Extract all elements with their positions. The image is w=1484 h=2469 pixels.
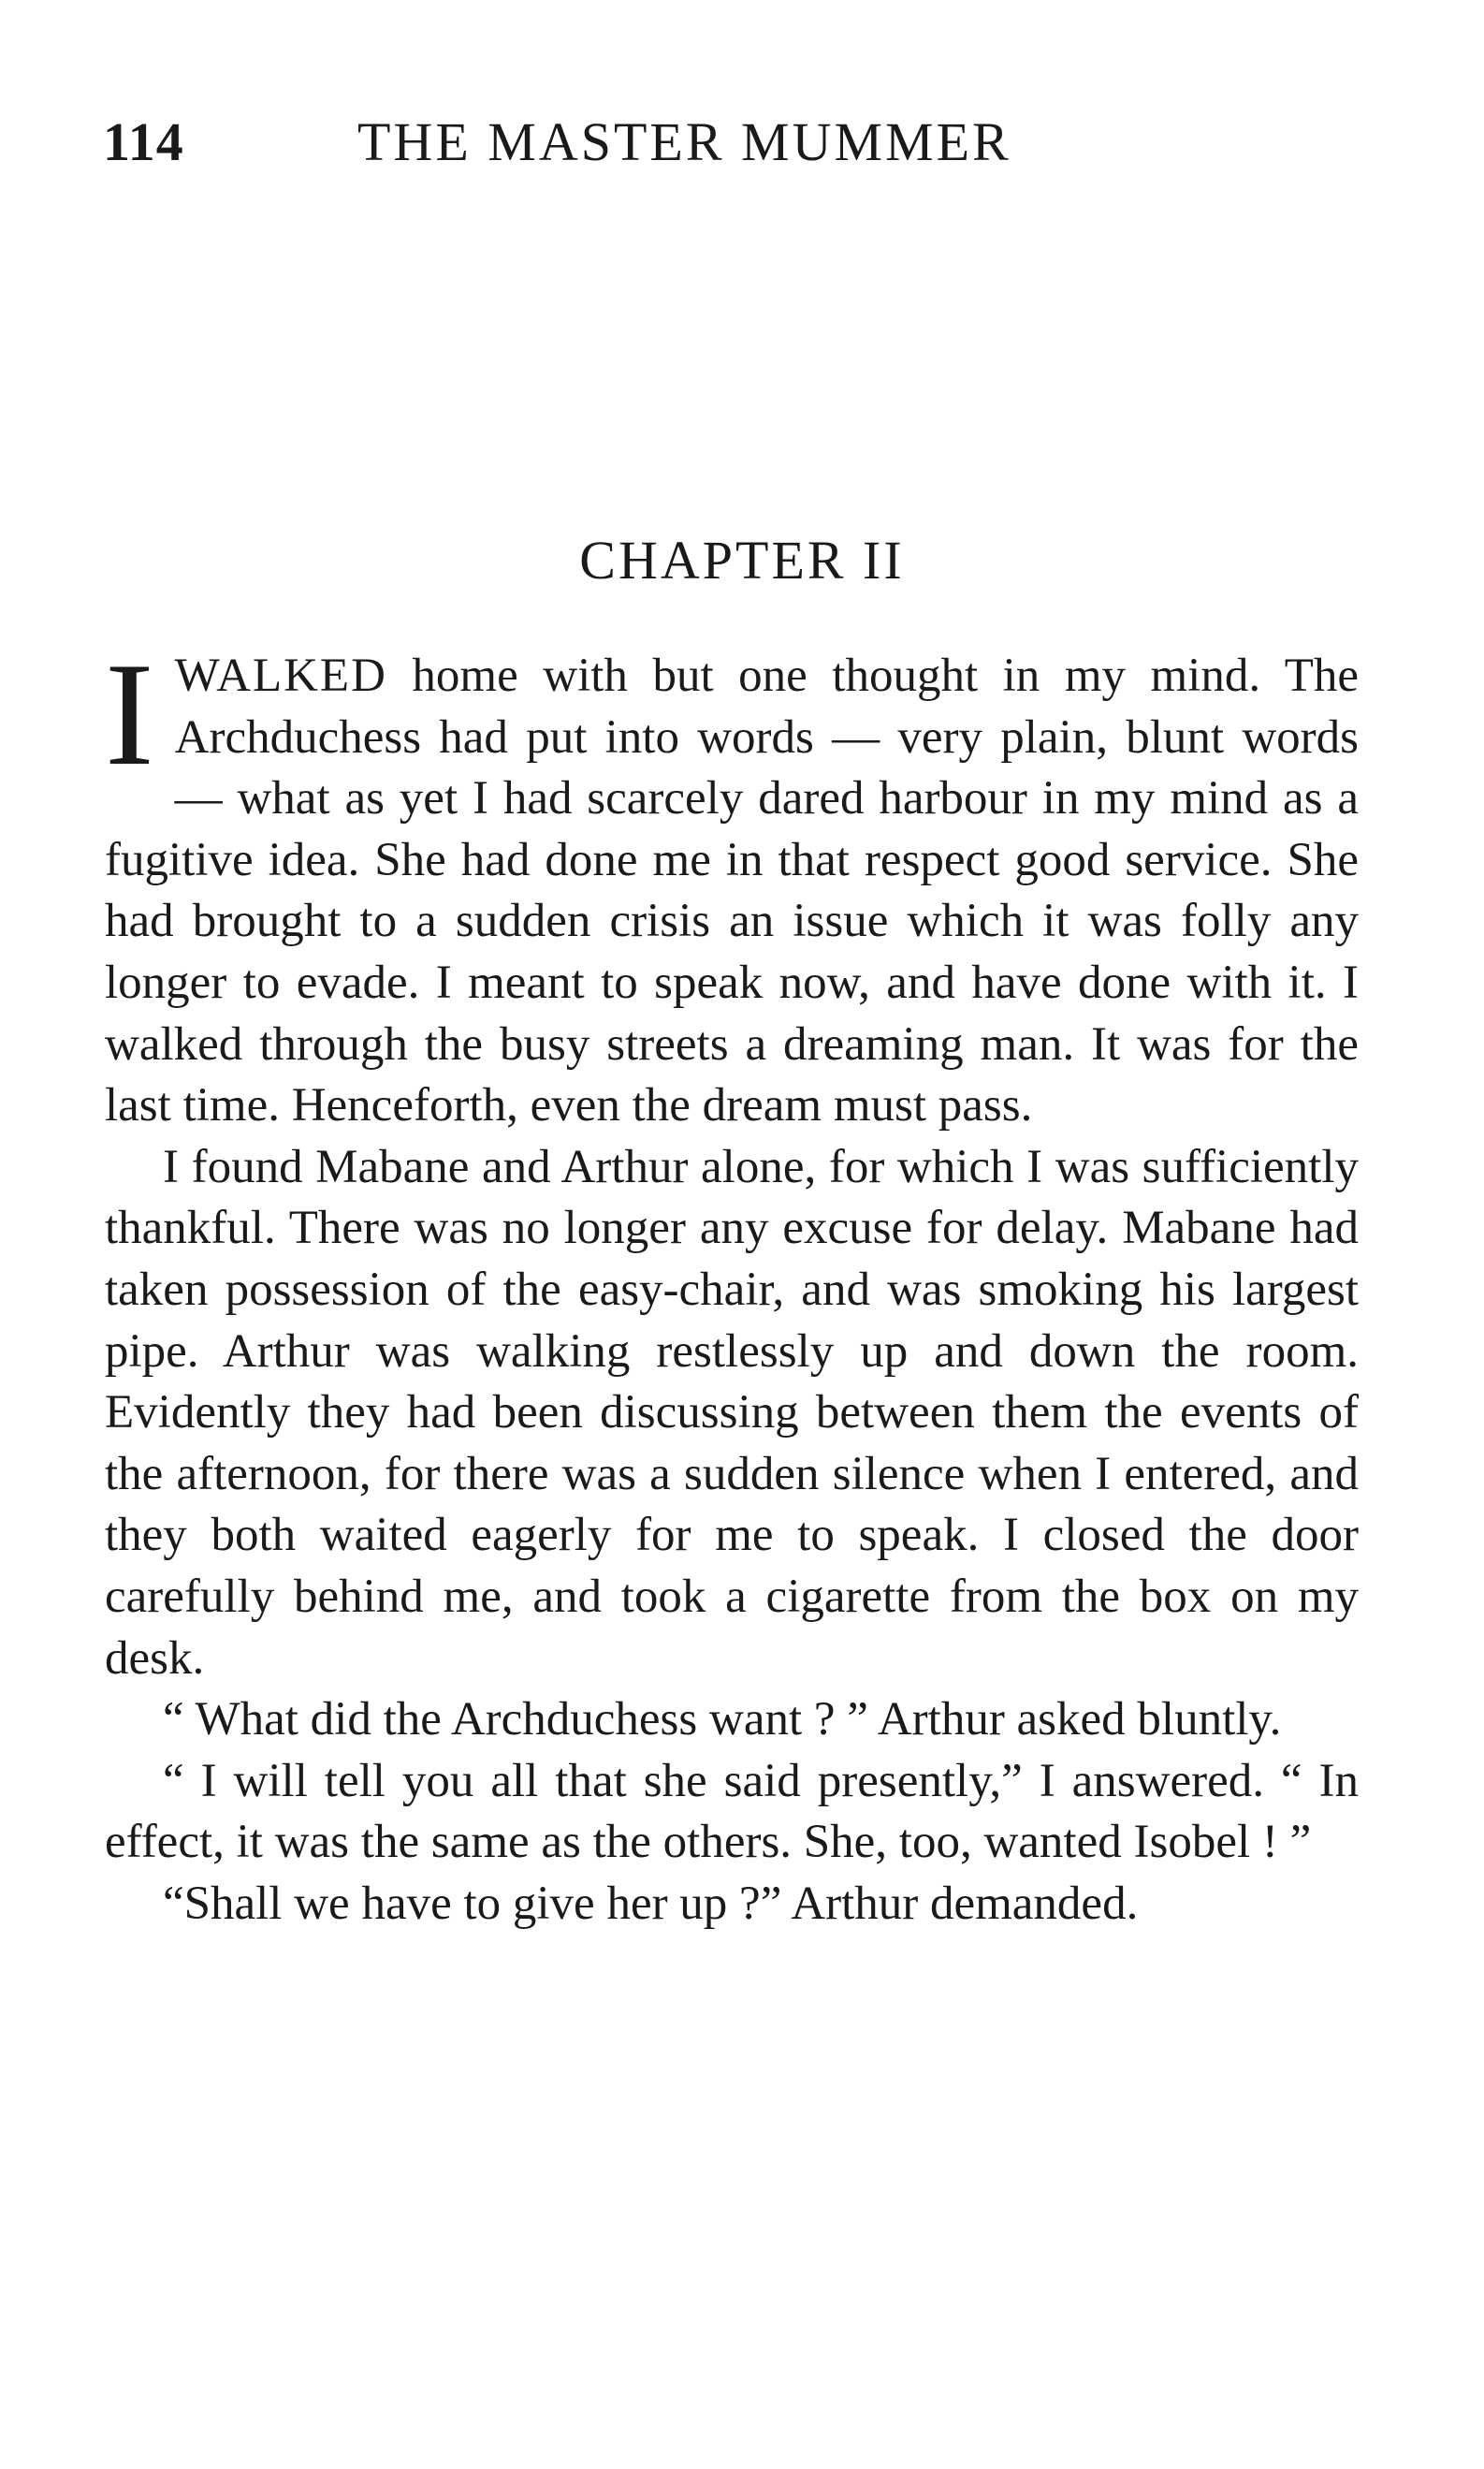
paragraph-3: “ What did the Archduchess want ? ” Arthur asked bluntly. [163, 1693, 1282, 1746]
drop-cap: I [105, 633, 154, 796]
page-number: 114 [103, 111, 184, 172]
running-title: THE MASTER MUMMER [357, 111, 1011, 172]
paragraph-2: I found Mabane and Arthur alone, for which I was sufficiently thankful. There was no longer any excuse for delay. Mabane had taken possession of the easy-chair, and was smoking his largest pipe. Arthur was walking restlessly up and down the room. Evidently they had been discussing between them the events of the afternoon, for there was a sudden silence when I entered, and they both waited eagerly for me to speak. I closed the door carefully behind me, and took a cigarette from the box on my desk. [105, 1140, 1359, 1685]
paragraph-1-text: home with but one thought in my mind. The Archduchess had put into words — very plain, blunt words — what as yet I had scarcely dared harbour in my mind as a fugitive idea. She had done me in that respect good service. She had brought to a sudden crisis an issue which it was folly any longer to evade. I meant to speak now, and have done with it. I walked through the busy streets a dreaming man. It was for the last time. Henceforth, even the dream must pass. [105, 650, 1359, 1132]
lead-word: WALKED [174, 650, 387, 702]
running-head [103, 110, 1357, 185]
paragraph-4: “ I will tell you all that she said presently,” I answered. “ In effect, it was the same as the others. She, too, wanted Isobel ! ” [105, 1754, 1359, 1869]
body-text [105, 633, 1359, 1935]
paragraph-5: “Shall we have to give her up ?” Arthur demanded. [163, 1877, 1139, 1930]
paragraph-1 [105, 633, 1359, 1137]
chapter-heading: CHAPTER II [579, 530, 905, 591]
